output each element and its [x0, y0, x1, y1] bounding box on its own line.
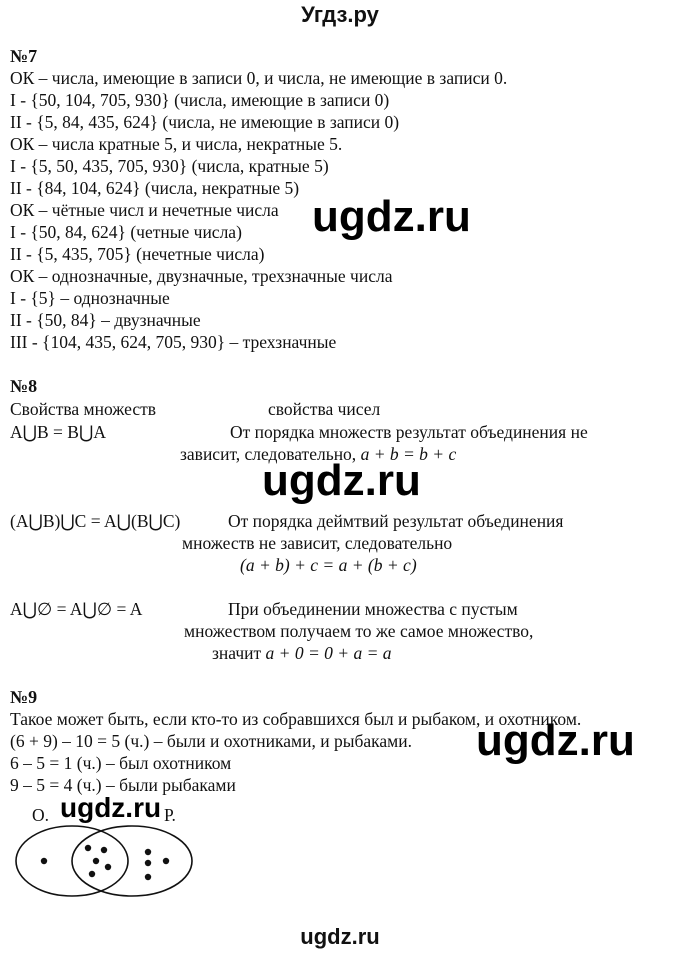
task7-line-9: II - {5, 435, 705} (нечетные числа) [10, 244, 265, 264]
venn-dot-both [89, 871, 95, 877]
task7-line-6: II - {84, 104, 624} (числа, некратные 5) [10, 178, 300, 198]
venn-dot-both [85, 845, 91, 851]
venn-dot-both [105, 864, 111, 870]
task8-p2-formula: (a + b) + c = a + (b + c) [240, 555, 417, 575]
task7-line-13: III - {104, 435, 624, 705, 930} – трехзначные [10, 332, 337, 352]
task7-line-12: II - {50, 84} – двузначные [10, 310, 201, 330]
task8-p1-line1: От порядка множеств результат объединения не [230, 422, 588, 442]
task8-p2-set: (A⋃B)⋃C = A⋃(B⋃C) [10, 511, 181, 531]
task7-line-3: II - {5, 84, 435, 624} (числа, не имеющие в записи 0) [10, 112, 400, 132]
task8-p1-line2: зависит, следовательно, a + b = b + c [180, 444, 457, 464]
task8-col-right: свойства чисел [268, 399, 381, 419]
task8-p3-set: A⋃∅ = A⋃∅ = A [10, 599, 143, 619]
task9-line-3: 6 – 5 = 1 (ч.) – был охотником [10, 753, 232, 773]
task7-line-10: ОК – однозначные, двузначные, трехзначные числа [10, 266, 393, 286]
watermark: ugdz.ru [262, 456, 421, 505]
task8-p3-line2: множеством получаем то же самое множество, [184, 621, 534, 641]
task7-line-4: ОК – числа кратные 5, и числа, некратные 5. [10, 134, 343, 154]
venn-dot-fisher [163, 858, 169, 864]
task7-line-8: I - {50, 84, 624} (четные числа) [10, 222, 242, 242]
task7-line-1: ОК – числа, имеющие в записи 0, и числа, не имеющие в записи 0. [10, 68, 508, 88]
task7-line-11: I - {5} – однозначные [10, 288, 170, 308]
task9-title: №9 [10, 687, 38, 707]
task8-p1-formula: a + b = b + c [360, 444, 457, 464]
task9-line-4: 9 – 5 = 4 (ч.) – были рыбаками [10, 775, 236, 795]
venn-dot-fisher [145, 849, 151, 855]
venn-right-label: Р. [164, 805, 176, 825]
task7-line-2: I - {50, 104, 705, 930} (числа, имеющие в записи 0) [10, 90, 390, 110]
task8-col-left: Свойства множеств [10, 399, 157, 419]
task9-line-2: (6 + 9) – 10 = 5 (ч.) – были и охотниками, и рыбаками. [10, 731, 412, 751]
site-header: Угдз.ру [301, 2, 379, 27]
task8-p3-line3: значит a + 0 = 0 + a = a [212, 643, 392, 663]
task7-line-5: I - {5, 50, 435, 705, 930} (числа, кратные 5) [10, 156, 329, 176]
task8-p1-set: A⋃B = B⋃A [10, 422, 106, 442]
venn-dot-hunter [41, 858, 47, 864]
venn-fishers-ellipse [72, 826, 192, 896]
task8-p3-formula: a + 0 = 0 + a = a [265, 643, 392, 663]
watermark: ugdz.ru [476, 716, 635, 765]
task8-title: №8 [10, 376, 38, 396]
watermark: ugdz.ru [312, 192, 471, 241]
task7-title: №7 [10, 46, 38, 66]
task8-p3-line1: При объединении множества с пустым [228, 599, 518, 619]
site-footer: ugdz.ru [300, 924, 380, 949]
task9-line-1: Такое может быть, если кто-то из собравшихся был и рыбаком, и охотником. [10, 709, 582, 729]
venn-dot-both [93, 858, 99, 864]
task8-p2-line2: множеств не зависит, следовательно [182, 533, 453, 553]
venn-dot-fisher [145, 860, 151, 866]
venn-dot-both [101, 847, 107, 853]
watermark: ugdz.ru [60, 792, 162, 823]
venn-diagram [8, 822, 204, 900]
venn-left-label: О. [32, 805, 50, 825]
task8-p2-line1: От порядка деймтвий результат объединения [228, 511, 564, 531]
venn-dot-fisher [145, 874, 151, 880]
task7-line-7: ОК – чётные числ и нечетные числа [10, 200, 279, 220]
